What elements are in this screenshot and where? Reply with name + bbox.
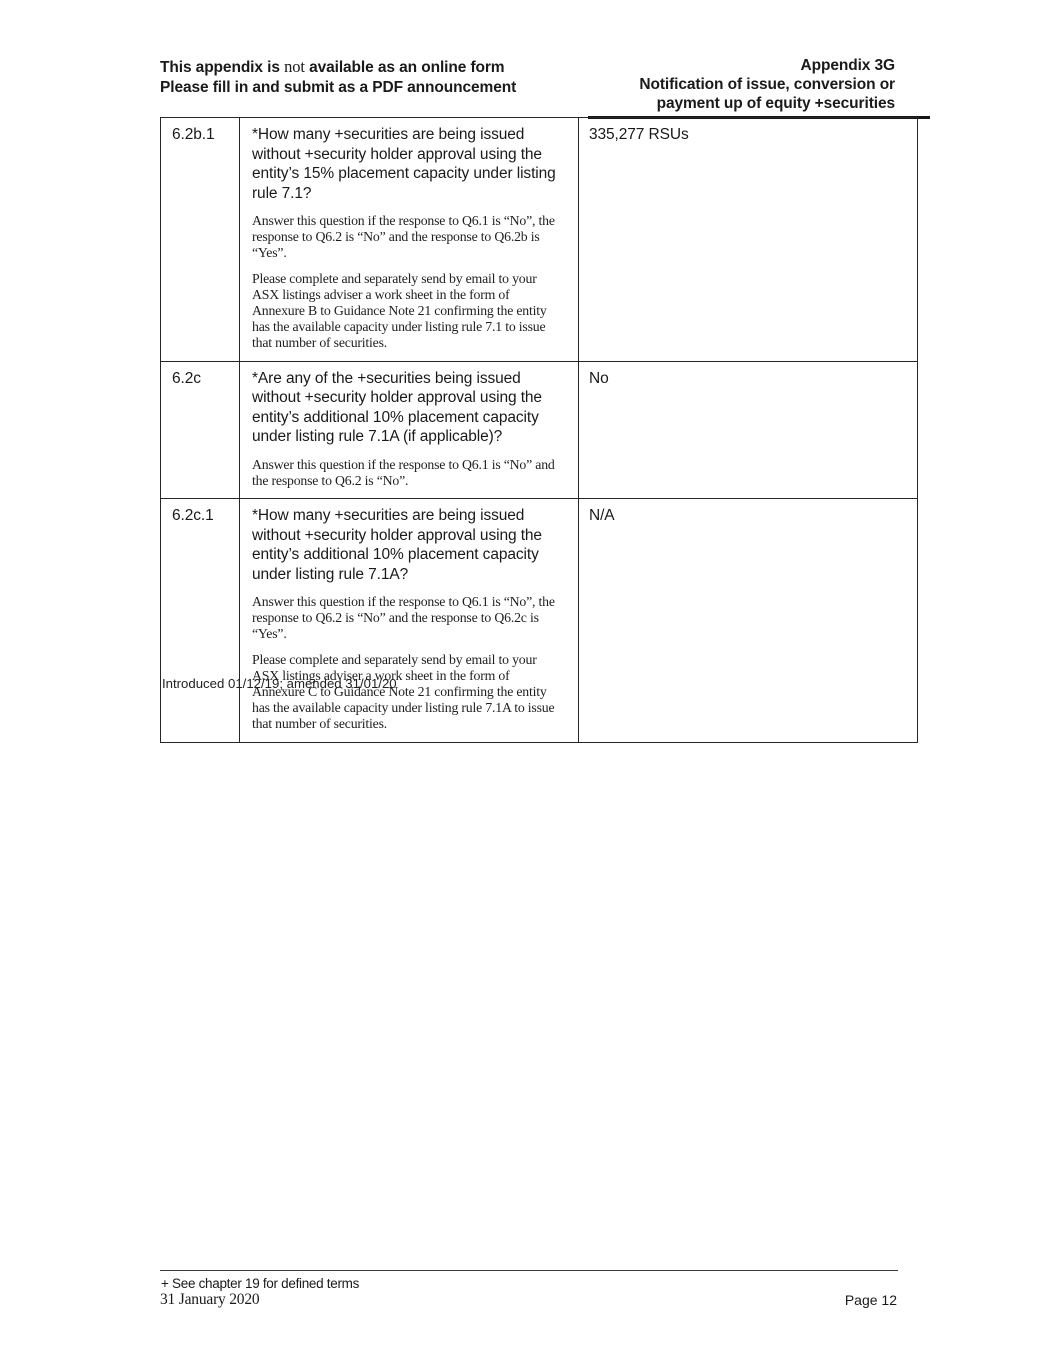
header-left-line1-suffix: available as an online form — [304, 59, 505, 76]
table-row-6-2c-1 — [161, 499, 918, 743]
question-text: *Are any of the +securities being issued without +security holder approval using the entity’s additional 10% placement capacity under listing rule 7.1A (if applicable)? — [252, 369, 542, 446]
question-cell — [240, 499, 579, 743]
appendix-title: Appendix 3G — [800, 57, 895, 74]
question-number: 6.2c — [161, 361, 240, 498]
header-left-line2: Please fill in and submit as a PDF announcement — [160, 79, 517, 96]
answer-cell: 335,277 RSUs — [579, 118, 918, 362]
defined-terms-note: + See chapter 19 for defined terms — [161, 1276, 360, 1291]
header-not-emphasis: not — [284, 57, 305, 76]
question-number: 6.2b.1 — [161, 118, 240, 362]
table-row-6-2b-1 — [161, 118, 918, 362]
header-right — [588, 56, 930, 119]
question-note: Answer this question if the response to Q6.1 is “No” and the response to Q6.2 is “No”. — [252, 456, 555, 488]
question-note: Answer this question if the response to Q6.1 is “No”, the response to Q6.2 is “No” and the response to Q6.2c is “Yes”. — [252, 594, 555, 642]
appendix-subtitle-line1: Notification of issue, conversion or — [639, 76, 895, 93]
question-text: *How many +securities are being issued without +security holder approval using the entity’s additional 10% placement capacity under listing rule 7.1A? — [252, 507, 542, 583]
appendix-subtitle-line2: payment up of equity +securities — [656, 95, 895, 112]
footer-date: 31 January 2020 — [160, 1291, 260, 1308]
header-left-line1-prefix: This appendix is — [160, 59, 285, 76]
question-note: Answer this question if the response to Q6.1 is “No”, the response to Q6.2 is “No” and the response to Q6.2b is “Yes”. — [252, 213, 555, 261]
question-cell — [240, 361, 579, 498]
header-left — [160, 57, 590, 98]
question-note: Please complete and separately send by email to your ASX listings adviser a work sheet in the form of Annexure C to Guidance Note 21 confirming the entity has the available capacity under listing rule 7.1A to issue that number of securities. — [252, 651, 555, 732]
form-table — [160, 117, 918, 743]
question-number: 6.2c.1 — [161, 499, 240, 743]
question-note: Please complete and separately send by email to your ASX listings adviser a work sheet in the form of Annexure B to Guidance Note 21 confirming the entity has the available capacity under listing rule 7.1 to issue that number of securities. — [252, 270, 547, 351]
header-left-line1 — [160, 57, 590, 78]
amendment-note: Introduced 01/12/19; amended 31/01/20 — [162, 676, 397, 691]
answer-cell: No — [579, 361, 918, 498]
question-cell — [240, 118, 579, 362]
page-number: Page 12 — [844, 1292, 897, 1308]
table-row-6-2c — [161, 361, 918, 498]
question-text: *How many +securities are being issued without +security holder approval using the entity’s 15% placement capacity under listing rule 7.1? — [252, 126, 556, 202]
footer-divider — [160, 1270, 898, 1271]
answer-cell: N/A — [579, 499, 918, 743]
